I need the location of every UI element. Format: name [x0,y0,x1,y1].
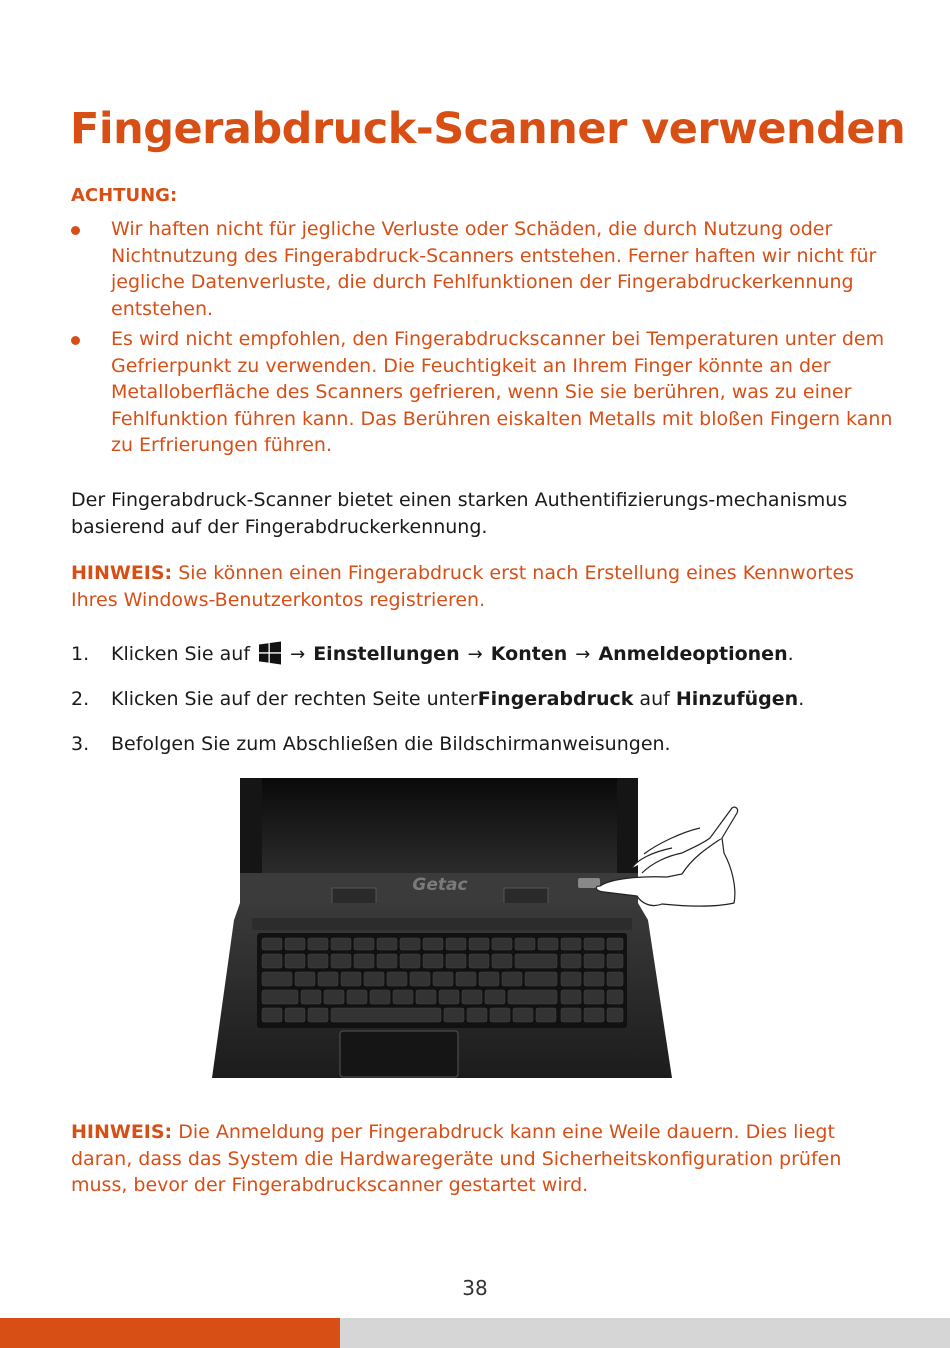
step-item: 2. Klicken Sie auf der rechten Seite unterFingerabdruck auf Hinzufügen. [71,688,805,710]
signin-options-path-label: Anmeldeoptionen [598,643,788,665]
page-title: Fingerabdruck-Scanner verwenden [70,104,906,154]
step-number: 1. [71,643,90,665]
accounts-path-label: Konten [490,643,568,665]
settings-path-label: Einstellungen [313,643,460,665]
bullet-icon [71,336,80,345]
note-paragraph [71,560,901,613]
arrow-icon: → [575,644,591,665]
intro-paragraph: Der Fingerabdruck-Scanner bietet einen starken Authentifizierungs-mechanismus basierend auf der Fingerabdruckerkennung. [71,489,848,538]
arrow-icon: → [290,644,306,665]
step-item: 3. Befolgen Sie zum Abschließen die Bildschirmanweisungen. [71,733,671,755]
caution-list [71,216,901,463]
list-item: Es wird nicht empfohlen, den Fingerabdruckscanner bei Temperaturen unter dem Gefrierpunkt zu verwenden. Die Feuchtigkeit an Ihrem Finger könnte an der Metalloberfläche des Scanners gefrieren, wenn Sie sie berühren, was zu einer Fehlfunktion führen kann. Das Berühren eiskalten Metalls mit bloßen Fingern kann zu Erfrierungen führen. [71,326,901,459]
step-number: 2. [71,688,90,710]
footer-bar-grey [340,1318,950,1348]
page-number: 38 [462,1276,488,1300]
arrow-icon: → [467,644,483,665]
brand-logo: Getac [412,875,468,895]
note-text: Die Anmeldung per Fingerabdruck kann eine Weile dauern. Dies liegt daran, dass das System die Hardwaregeräte und Sicherheitskonfiguration prüfen muss, bevor der Fingerabdruckscanner gestartet wird. [71,1121,842,1196]
note-label: HINWEIS: [71,562,173,584]
note-label: HINWEIS: [71,1121,173,1143]
note-paragraph [71,1119,901,1199]
bullet-icon [71,226,80,235]
laptop-illustration [212,778,752,1084]
step-item: 1. Klicken Sie auf → Einstellungen → Konten → Anmeldeoptionen. [71,643,794,665]
step-number: 3. [71,733,90,755]
footer-bar-accent [0,1318,340,1348]
fingerprint-label: Fingerabdruck [477,688,634,710]
windows-logo-icon [258,641,282,665]
note-text: Sie können einen Fingerabdruck erst nach Erstellung eines Kennwortes Ihres Windows-Benutzerkontos registrieren. [71,562,855,611]
list-item: Wir haften nicht für jegliche Verluste oder Schäden, die durch Nutzung oder Nichtnutzung des Fingerabdruck-Scanners entstehen. Ferner haften wir nicht für jegliche Datenverluste, die durch Fehlfunktionen der Fingerabdruckerkennung entstehen. [71,216,901,322]
caution-heading: ACHTUNG: [71,185,178,206]
add-label: Hinzufügen [675,688,799,710]
